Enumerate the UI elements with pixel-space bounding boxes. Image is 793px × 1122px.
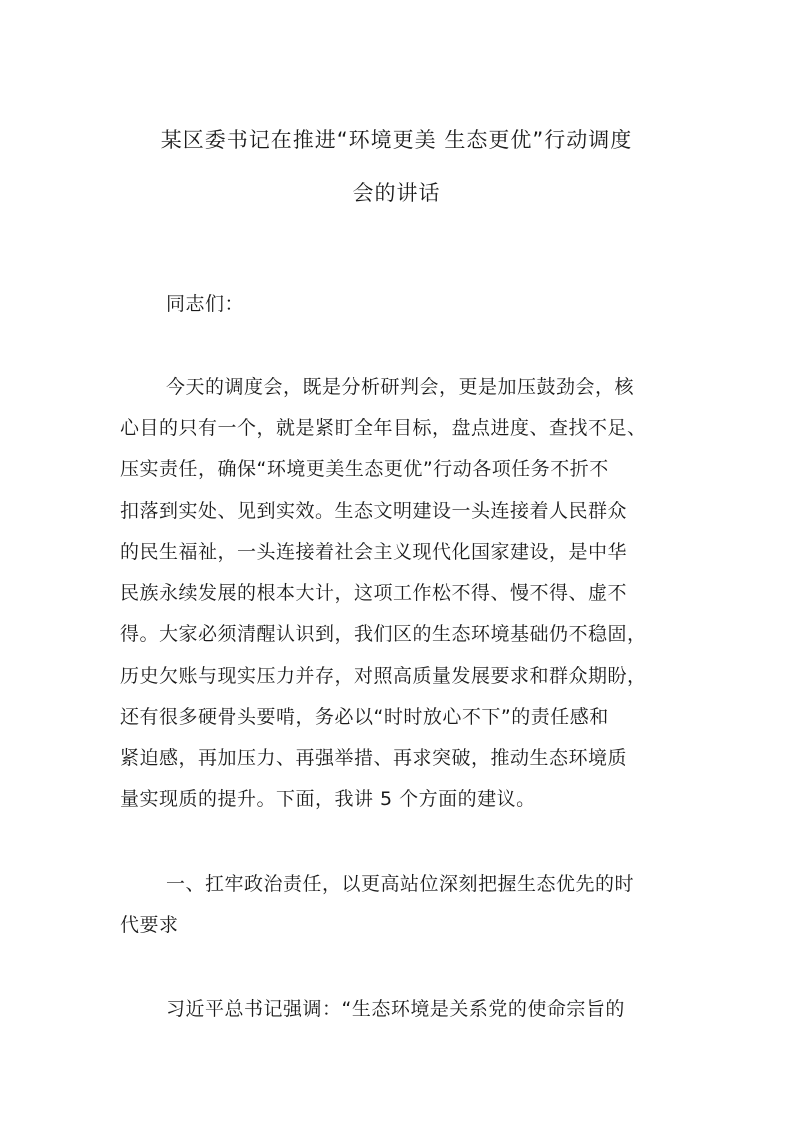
- paragraph-1-line-1: 今天的调度会，既是分析研判会，更是加压鼓劲会，核: [166, 376, 635, 398]
- paragraph-1-line-4: 扣落到实处、见到实效。生态文明建设一头连接着人民群众: [120, 500, 628, 522]
- paragraph-1-line-2: 心目的只有一个，就是紧盯全年目标，盘点进度、查找不足、: [120, 417, 647, 439]
- section-1-heading-line-1: 一、扛牢政治责任，以更高站位深刻把握生态优先的时: [166, 873, 635, 895]
- section-1-heading-line-2: 代要求: [120, 914, 179, 936]
- paragraph-1-line-5: 的民生福祉，一头连接着社会主义现代化国家建设，是中华: [120, 541, 628, 563]
- document-title-line-2: 会的讲话: [352, 181, 441, 205]
- paragraph-2-line-1: 习近平总书记强调：“生态环境是关系党的使命宗旨的: [166, 998, 625, 1020]
- paragraph-1-line-11: 量实现质的提升。下面，我讲 5 个方面的建议。: [120, 788, 536, 810]
- document-title-line-1: 某区委书记在推进“环境更美 生态更优”行动调度: [160, 128, 633, 152]
- paragraph-1-line-7: 得。大家必须清醒认识到，我们区的生态环境基础仍不稳固，: [120, 623, 647, 645]
- paragraph-1-line-3: 压实责任，确保“环境更美生态更优”行动各项任务不折不: [120, 458, 609, 480]
- paragraph-1-line-8: 历史欠账与现实压力并存，对照高质量发展要求和群众期盼，: [120, 665, 647, 687]
- paragraph-1-line-9: 还有很多硬骨头要啃，务必以“时时放心不下”的责任感和: [120, 706, 609, 728]
- paragraph-1-line-6: 民族永续发展的根本大计，这项工作松不得、慢不得、虚不: [120, 582, 628, 604]
- salutation: 同志们：: [166, 293, 245, 315]
- paragraph-1-line-10: 紧迫感，再加压力、再强举措、再求突破，推动生态环境质: [120, 747, 628, 769]
